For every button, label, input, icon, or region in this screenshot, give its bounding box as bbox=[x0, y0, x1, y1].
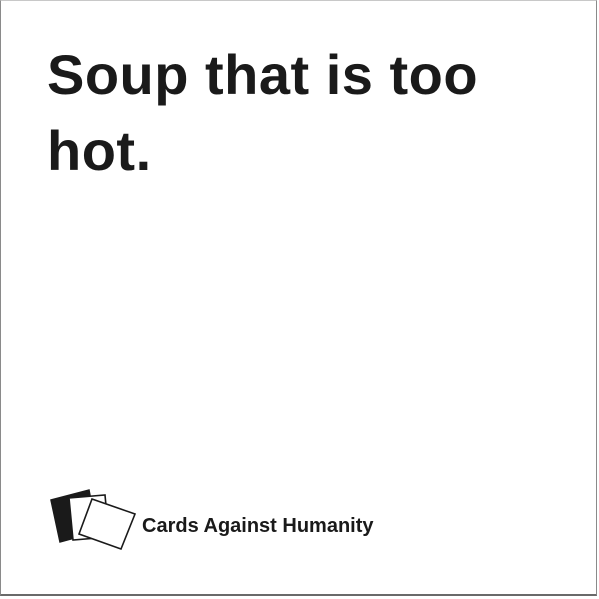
brand-name: Cards Against Humanity bbox=[142, 515, 374, 537]
stacked-cards-logo-icon bbox=[49, 487, 141, 551]
card-text: Soup that is too hot. bbox=[47, 43, 479, 182]
